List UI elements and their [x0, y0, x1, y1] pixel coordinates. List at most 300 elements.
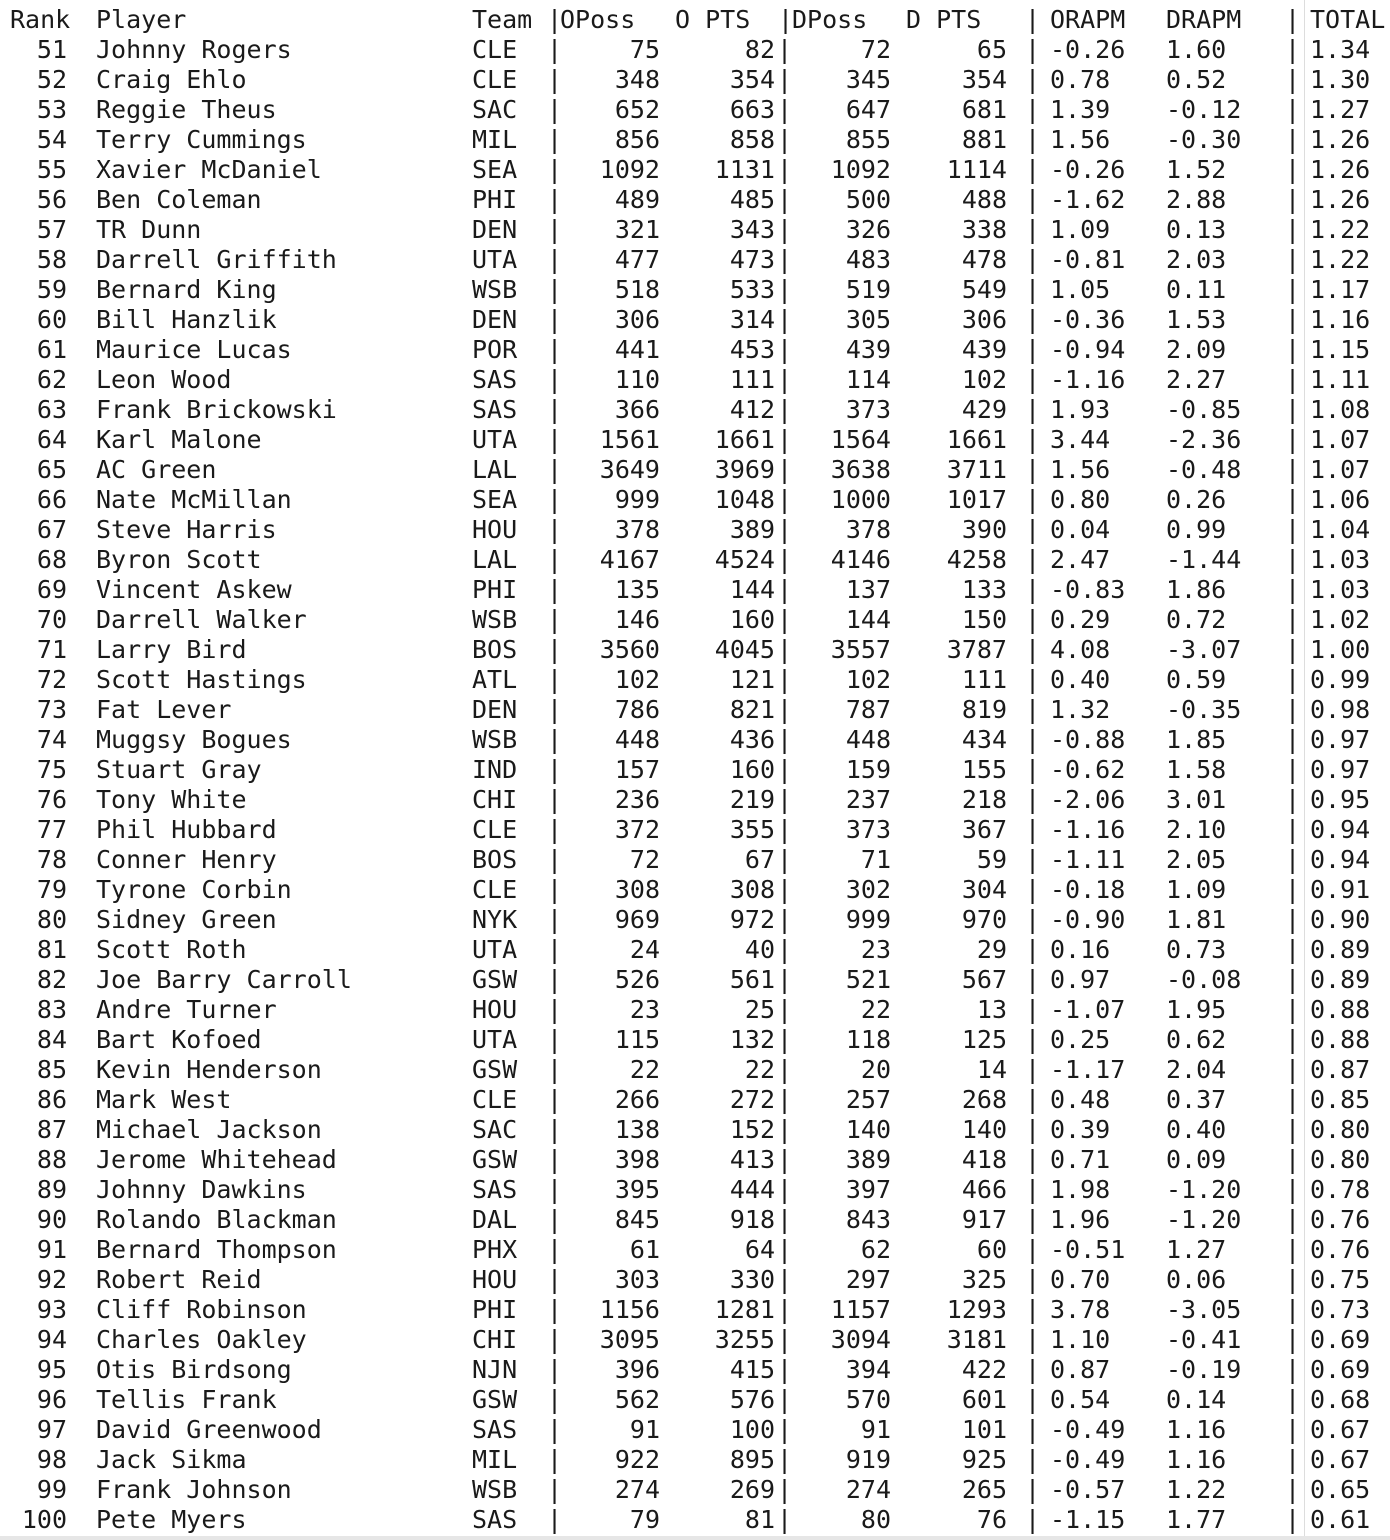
team-cell: CLE: [472, 815, 518, 844]
oposs-cell: 1561: [599, 425, 660, 454]
dposs-cell: 519: [845, 275, 891, 304]
dposs-cell: 237: [845, 785, 891, 814]
table-row: [0, 1470, 1390, 1504]
separator: |: [1025, 65, 1041, 94]
table-row: [0, 30, 1390, 64]
drapm-cell: 2.05: [1166, 845, 1227, 874]
opts-cell: 22: [744, 1055, 775, 1084]
dposs-cell: 394: [845, 1355, 891, 1384]
separator: |: [777, 35, 793, 64]
table-row: [0, 1410, 1390, 1444]
player-cell: Darrell Griffith: [96, 245, 337, 274]
player-cell: Scott Hastings: [96, 665, 307, 694]
separator: |: [1025, 95, 1041, 124]
player-cell: Andre Turner: [96, 995, 277, 1024]
rank-cell: 78: [36, 845, 67, 874]
drapm-cell: 0.09: [1166, 1145, 1227, 1174]
total-cell: 0.69: [1310, 1355, 1371, 1384]
team-cell: NYK: [472, 905, 518, 934]
separator: |: [1285, 1415, 1301, 1444]
player-cell: Stuart Gray: [96, 755, 262, 784]
orapm-cell: 1.10: [1050, 1325, 1111, 1354]
total-cell: 1.03: [1310, 575, 1371, 604]
separator: |: [1285, 395, 1301, 424]
table-row: [0, 570, 1390, 604]
drapm-cell: 0.73: [1166, 935, 1227, 964]
rank-cell: 59: [36, 275, 67, 304]
opts-cell: 533: [729, 275, 775, 304]
separator: |: [547, 875, 563, 904]
orapm-cell: 0.04: [1050, 515, 1111, 544]
opts-cell: 1661: [714, 425, 775, 454]
separator: |: [547, 1475, 563, 1504]
team-cell: SAC: [472, 95, 518, 124]
player-cell: Nate McMillan: [96, 485, 292, 514]
orapm-cell: 0.39: [1050, 1115, 1111, 1144]
separator: |: [547, 365, 563, 394]
player-cell: Bernard King: [96, 275, 277, 304]
total-cell: 0.61: [1310, 1505, 1371, 1534]
drapm-cell: -0.85: [1166, 395, 1242, 424]
opts-cell: 111: [729, 365, 775, 394]
player-cell: Bart Kofoed: [96, 1025, 262, 1054]
oposs-cell: 274: [614, 1475, 660, 1504]
drapm-cell: 1.09: [1166, 875, 1227, 904]
total-cell: 0.98: [1310, 695, 1371, 724]
separator: |: [1285, 215, 1301, 244]
total-cell: 1.00: [1310, 635, 1371, 664]
separator: |: [547, 635, 563, 664]
team-cell: DEN: [472, 215, 518, 244]
opts-cell: 64: [744, 1235, 775, 1264]
orapm-cell: -0.83: [1050, 575, 1126, 604]
dpts-cell: 3181: [946, 1325, 1007, 1354]
dposs-cell: 3638: [830, 455, 891, 484]
oposs-cell: 157: [614, 755, 660, 784]
total-cell: 1.17: [1310, 275, 1371, 304]
separator: |: [777, 95, 793, 124]
total-cell: 0.78: [1310, 1175, 1371, 1204]
separator: |: [1285, 335, 1301, 364]
dposs-cell: 1564: [830, 425, 891, 454]
oposs-cell: 398: [614, 1145, 660, 1174]
separator: |: [1025, 1265, 1041, 1294]
rank-cell: 57: [36, 215, 67, 244]
separator: |: [1025, 365, 1041, 394]
dposs-cell: 787: [845, 695, 891, 724]
dpts-cell: 925: [961, 1445, 1007, 1474]
player-cell: AC Green: [96, 455, 217, 484]
total-cell: 0.90: [1310, 905, 1371, 934]
drapm-cell: 1.86: [1166, 575, 1227, 604]
dposs-cell: 4146: [830, 545, 891, 574]
header-rank: Rank: [10, 5, 71, 34]
dpts-cell: 102: [961, 365, 1007, 394]
team-cell: PHI: [472, 185, 518, 214]
rank-cell: 62: [36, 365, 67, 394]
separator: |: [1285, 1475, 1301, 1504]
team-cell: IND: [472, 755, 518, 784]
separator: |: [547, 815, 563, 844]
opts-cell: 355: [729, 815, 775, 844]
rank-cell: 60: [36, 305, 67, 334]
separator: |: [547, 1115, 563, 1144]
separator: |: [547, 35, 563, 64]
separator: |: [547, 905, 563, 934]
opts-cell: 821: [729, 695, 775, 724]
dpts-cell: 478: [961, 245, 1007, 274]
dpts-cell: 1017: [946, 485, 1007, 514]
opts-cell: 314: [729, 305, 775, 334]
drapm-cell: -1.20: [1166, 1205, 1242, 1234]
orapm-cell: 0.97: [1050, 965, 1111, 994]
opts-cell: 144: [729, 575, 775, 604]
opts-cell: 444: [729, 1175, 775, 1204]
player-cell: Muggsy Bogues: [96, 725, 292, 754]
drapm-cell: 0.06: [1166, 1265, 1227, 1294]
orapm-cell: 0.40: [1050, 665, 1111, 694]
oposs-cell: 138: [614, 1115, 660, 1144]
separator: |: [1025, 965, 1041, 994]
team-cell: NJN: [472, 1355, 518, 1384]
header-player: Player: [96, 5, 187, 34]
rank-cell: 98: [36, 1445, 67, 1474]
separator: |: [1025, 575, 1041, 604]
separator: |: [777, 1235, 793, 1264]
dpts-cell: 1661: [946, 425, 1007, 454]
player-cell: Tyrone Corbin: [96, 875, 292, 904]
player-cell: Frank Brickowski: [96, 395, 337, 424]
orapm-cell: -0.88: [1050, 725, 1126, 754]
total-cell: 0.91: [1310, 875, 1371, 904]
total-cell: 0.94: [1310, 815, 1371, 844]
table-row: [0, 420, 1390, 454]
table-row: [0, 540, 1390, 574]
table-row: [0, 900, 1390, 934]
drapm-cell: 0.99: [1166, 515, 1227, 544]
total-cell: 1.07: [1310, 425, 1371, 454]
separator: |: [547, 305, 563, 334]
separator: |: [777, 395, 793, 424]
orapm-cell: 0.71: [1050, 1145, 1111, 1174]
player-cell: Jack Sikma: [96, 1445, 247, 1474]
drapm-cell: -0.08: [1166, 965, 1242, 994]
drapm-cell: -3.07: [1166, 635, 1242, 664]
player-cell: Joe Barry Carroll: [96, 965, 352, 994]
rank-cell: 95: [36, 1355, 67, 1384]
oposs-cell: 3095: [599, 1325, 660, 1354]
dpts-cell: 150: [961, 605, 1007, 634]
separator: |: [1285, 995, 1301, 1024]
dposs-cell: 114: [845, 365, 891, 394]
dposs-cell: 118: [845, 1025, 891, 1054]
drapm-cell: 0.37: [1166, 1085, 1227, 1114]
player-cell: Johnny Rogers: [96, 35, 292, 64]
opts-cell: 354: [729, 65, 775, 94]
team-cell: ATL: [472, 665, 518, 694]
separator: |: [1285, 725, 1301, 754]
opts-cell: 308: [729, 875, 775, 904]
dposs-cell: 999: [845, 905, 891, 934]
rank-cell: 94: [36, 1325, 67, 1354]
dpts-cell: 681: [961, 95, 1007, 124]
orapm-cell: -1.07: [1050, 995, 1126, 1024]
orapm-cell: -0.26: [1050, 155, 1126, 184]
separator: |: [777, 1085, 793, 1114]
separator: |: [1285, 635, 1301, 664]
opts-cell: 3255: [714, 1325, 775, 1354]
player-cell: David Greenwood: [96, 1415, 322, 1444]
dposs-cell: 843: [845, 1205, 891, 1234]
orapm-cell: 1.56: [1050, 455, 1111, 484]
separator: |: [547, 1175, 563, 1204]
dpts-cell: 488: [961, 185, 1007, 214]
opts-cell: 413: [729, 1145, 775, 1174]
separator: |: [1285, 965, 1301, 994]
orapm-cell: 0.80: [1050, 485, 1111, 514]
separator: |: [1025, 1055, 1041, 1084]
dposs-cell: 3094: [830, 1325, 891, 1354]
dpts-cell: 101: [961, 1415, 1007, 1444]
total-cell: 0.88: [1310, 1025, 1371, 1054]
rank-cell: 53: [36, 95, 67, 124]
dposs-cell: 389: [845, 1145, 891, 1174]
separator: |: [1025, 275, 1041, 304]
dposs-cell: 72: [860, 35, 891, 64]
orapm-cell: 1.09: [1050, 215, 1111, 244]
table-row: [0, 90, 1390, 124]
dposs-cell: 140: [845, 1115, 891, 1144]
orapm-cell: 1.98: [1050, 1175, 1111, 1204]
separator: |: [547, 395, 563, 424]
dposs-cell: 144: [845, 605, 891, 634]
separator: |: [1025, 1325, 1041, 1354]
separator: |: [1285, 275, 1301, 304]
dpts-cell: 1293: [946, 1295, 1007, 1324]
opts-cell: 453: [729, 335, 775, 364]
team-cell: SAS: [472, 365, 518, 394]
player-cell: Sidney Green: [96, 905, 277, 934]
total-cell: 0.88: [1310, 995, 1371, 1024]
total-cell: 1.07: [1310, 455, 1371, 484]
oposs-cell: 969: [614, 905, 660, 934]
separator: |: [777, 635, 793, 664]
header-dposs: DPoss: [792, 5, 868, 34]
team-cell: BOS: [472, 635, 518, 664]
separator: |: [1285, 845, 1301, 874]
team-cell: DAL: [472, 1205, 518, 1234]
dpts-cell: 567: [961, 965, 1007, 994]
orapm-cell: -0.18: [1050, 875, 1126, 904]
dpts-cell: 970: [961, 905, 1007, 934]
oposs-cell: 115: [614, 1025, 660, 1054]
separator: |: [547, 725, 563, 754]
dposs-cell: 71: [860, 845, 891, 874]
player-cell: Leon Wood: [96, 365, 232, 394]
player-cell: Steve Harris: [96, 515, 277, 544]
separator: |: [1285, 1175, 1301, 1204]
separator: |: [1025, 185, 1041, 214]
opts-cell: 343: [729, 215, 775, 244]
separator: |: [547, 155, 563, 184]
drapm-cell: 1.27: [1166, 1235, 1227, 1264]
orapm-cell: 1.96: [1050, 1205, 1111, 1234]
total-cell: 1.06: [1310, 485, 1371, 514]
separator: |: [777, 1325, 793, 1354]
separator: |: [547, 785, 563, 814]
rank-cell: 75: [36, 755, 67, 784]
opts-cell: 1131: [714, 155, 775, 184]
oposs-cell: 91: [629, 1415, 660, 1444]
rank-cell: 82: [36, 965, 67, 994]
total-cell: 1.15: [1310, 335, 1371, 364]
drapm-cell: -0.35: [1166, 695, 1242, 724]
separator: |: [777, 665, 793, 694]
dposs-cell: 22: [860, 995, 891, 1024]
rank-cell: 72: [36, 665, 67, 694]
dposs-cell: 159: [845, 755, 891, 784]
dpts-cell: 819: [961, 695, 1007, 724]
oposs-cell: 3560: [599, 635, 660, 664]
table-row: [0, 840, 1390, 874]
separator: |: [1025, 125, 1041, 154]
orapm-cell: 0.48: [1050, 1085, 1111, 1114]
drapm-cell: -0.48: [1166, 455, 1242, 484]
separator: |: [777, 155, 793, 184]
total-cell: 1.11: [1310, 365, 1371, 394]
player-cell: Phil Hubbard: [96, 815, 277, 844]
table-row: [0, 180, 1390, 214]
separator: |: [547, 1295, 563, 1324]
rank-cell: 91: [36, 1235, 67, 1264]
team-cell: SEA: [472, 485, 518, 514]
opts-cell: 576: [729, 1385, 775, 1414]
separator: |: [547, 1385, 563, 1414]
opts-cell: 972: [729, 905, 775, 934]
separator: |: [1285, 365, 1301, 394]
total-cell: 0.73: [1310, 1295, 1371, 1324]
dposs-cell: 378: [845, 515, 891, 544]
oposs-cell: 396: [614, 1355, 660, 1384]
team-cell: DEN: [472, 695, 518, 724]
team-cell: HOU: [472, 1265, 518, 1294]
rank-cell: 68: [36, 545, 67, 574]
oposs-cell: 61: [629, 1235, 660, 1264]
dpts-cell: 418: [961, 1145, 1007, 1174]
separator: |: [1285, 1055, 1301, 1084]
dpts-cell: 1114: [946, 155, 1007, 184]
oposs-cell: 372: [614, 815, 660, 844]
team-cell: SAS: [472, 1415, 518, 1444]
opts-cell: 25: [744, 995, 775, 1024]
separator: |: [547, 845, 563, 874]
oposs-cell: 102: [614, 665, 660, 694]
separator: |: [1285, 1205, 1301, 1234]
total-cell: 0.76: [1310, 1205, 1371, 1234]
table-row: [0, 1140, 1390, 1174]
dpts-cell: 268: [961, 1085, 1007, 1114]
dposs-cell: 305: [845, 305, 891, 334]
table-row: [0, 720, 1390, 754]
rank-cell: 58: [36, 245, 67, 274]
player-cell: Johnny Dawkins: [96, 1175, 307, 1204]
oposs-cell: 4167: [599, 545, 660, 574]
separator: |: [777, 995, 793, 1024]
total-cell: 1.27: [1310, 95, 1371, 124]
orapm-cell: 0.25: [1050, 1025, 1111, 1054]
team-cell: GSW: [472, 1145, 518, 1174]
rank-cell: 67: [36, 515, 67, 544]
separator: |: [777, 1025, 793, 1054]
orapm-cell: 0.87: [1050, 1355, 1111, 1384]
rank-cell: 85: [36, 1055, 67, 1084]
separator: |: [777, 1415, 793, 1444]
oposs-cell: 378: [614, 515, 660, 544]
rank-cell: 55: [36, 155, 67, 184]
oposs-cell: 395: [614, 1175, 660, 1204]
dposs-cell: 1157: [830, 1295, 891, 1324]
dposs-cell: 62: [860, 1235, 891, 1264]
separator: |: [1285, 425, 1301, 454]
bottom-border: [0, 1536, 1390, 1540]
table-row: [0, 1020, 1390, 1054]
separator: |: [777, 935, 793, 964]
dposs-cell: 297: [845, 1265, 891, 1294]
drapm-cell: 2.88: [1166, 185, 1227, 214]
separator: |: [777, 605, 793, 634]
drapm-cell: 1.16: [1166, 1415, 1227, 1444]
separator: |: [547, 335, 563, 364]
orapm-cell: 0.54: [1050, 1385, 1111, 1414]
oposs-cell: 23: [629, 995, 660, 1024]
separator: |: [1025, 425, 1041, 454]
rank-cell: 92: [36, 1265, 67, 1294]
total-cell: 0.80: [1310, 1115, 1371, 1144]
separator: |: [1025, 1145, 1041, 1174]
dposs-cell: 3557: [830, 635, 891, 664]
team-cell: SEA: [472, 155, 518, 184]
oposs-cell: 441: [614, 335, 660, 364]
team-cell: CHI: [472, 1325, 518, 1354]
dposs-cell: 102: [845, 665, 891, 694]
opts-cell: 561: [729, 965, 775, 994]
drapm-cell: 1.85: [1166, 725, 1227, 754]
dpts-cell: 917: [961, 1205, 1007, 1234]
dpts-cell: 4258: [946, 545, 1007, 574]
separator: |: [1025, 1415, 1041, 1444]
player-cell: Otis Birdsong: [96, 1355, 292, 1384]
table-row: [0, 1200, 1390, 1234]
separator: |: [547, 5, 563, 34]
dpts-cell: 338: [961, 215, 1007, 244]
separator: |: [1025, 335, 1041, 364]
separator: |: [547, 575, 563, 604]
oposs-cell: 306: [614, 305, 660, 334]
orapm-cell: -0.81: [1050, 245, 1126, 274]
team-cell: WSB: [472, 275, 518, 304]
separator: |: [1025, 155, 1041, 184]
total-cell: 1.34: [1310, 35, 1371, 64]
orapm-cell: -1.15: [1050, 1505, 1126, 1534]
player-cell: Cliff Robinson: [96, 1295, 307, 1324]
table-row: [0, 600, 1390, 634]
player-cell: Charles Oakley: [96, 1325, 307, 1354]
player-cell: Darrell Walker: [96, 605, 307, 634]
drapm-cell: -1.44: [1166, 545, 1242, 574]
separator: |: [777, 245, 793, 274]
total-cell: 0.95: [1310, 785, 1371, 814]
rank-cell: 61: [36, 335, 67, 364]
